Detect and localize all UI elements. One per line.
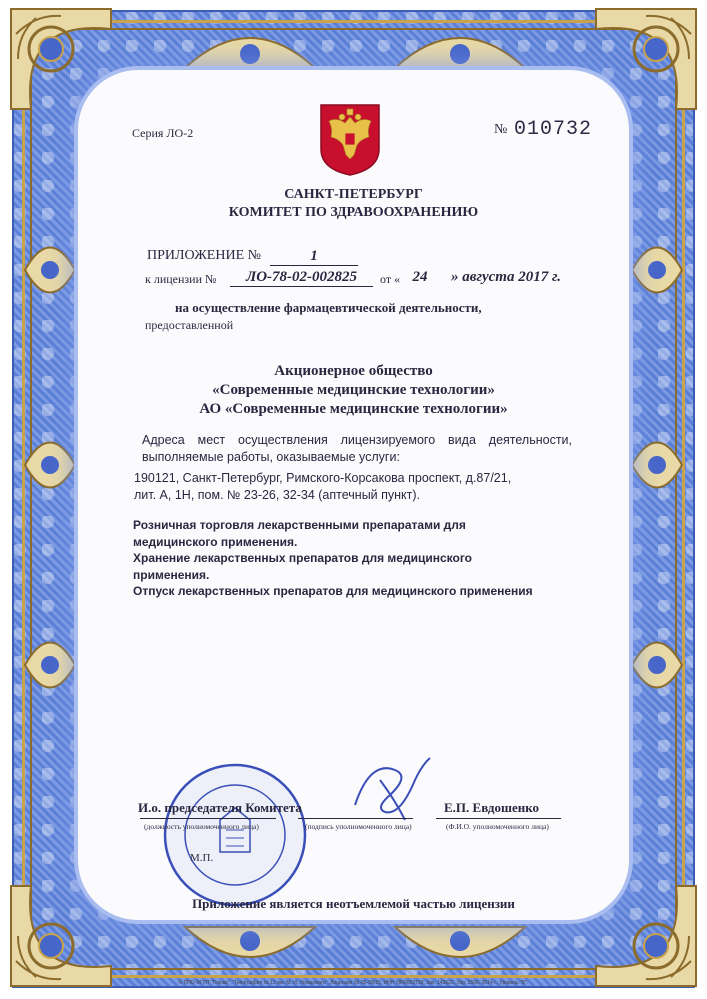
activity-type: на осуществление фармацевтической деятельности, (175, 300, 482, 315)
number-sign: № (494, 122, 508, 137)
series-label: Серия ЛО-2 (132, 126, 194, 140)
address-line: лит. А, 1Н, пом. № 23-26, 32-34 (аптечный пункт). (134, 488, 421, 502)
official-stamp (160, 760, 310, 910)
service-line: Хранение лекарственных препаратов для медицинского (133, 551, 472, 565)
services-list (133, 517, 593, 600)
appendix-number: 1 (270, 248, 358, 266)
signature-caption: (подпись уполномоченного лица) (305, 822, 412, 831)
date-prefix: от « (380, 272, 401, 286)
address-heading: Адреса мест осуществления лицензируемого вида деятельности, выполняемые работы, оказываемые услуги: (142, 433, 572, 464)
issuer-committee: КОМИТЕТ ПО ЗДРАВООХРАНЕНИЮ (228, 205, 479, 220)
org-legal-form: Акционерное общество (274, 363, 433, 379)
address-block (134, 470, 572, 504)
side-ornament (20, 420, 80, 510)
side-ornament (627, 620, 687, 710)
signature-line (436, 818, 561, 819)
service-line: Розничная торговля лекарственными препаратами для (133, 518, 466, 532)
side-ornament (627, 420, 687, 510)
service-line: Отпуск лекарственных препаратов для медицинского применения (133, 584, 533, 598)
issuer-city: САНКТ-ПЕТЕРБУРГ (284, 187, 423, 202)
seal-place-label: М.П. (190, 852, 214, 864)
position-caption: (должность уполномоченного лица) (144, 822, 259, 831)
side-ornament (627, 225, 687, 315)
signature-line (140, 818, 276, 819)
side-ornament (20, 225, 80, 315)
date-month-year: » августа 2017 г. (451, 269, 562, 285)
org-short-name: АО «Современные медицинские технологии» (199, 401, 508, 417)
signatory-name: Е.П. Евдошенко (444, 800, 540, 815)
service-line: медицинского применения. (133, 534, 298, 549)
coat-of-arms-icon (319, 103, 381, 177)
name-caption: (Ф.И.О. уполномоченного лица) (446, 822, 549, 831)
license-prefix: к лицензии № (145, 272, 217, 286)
service-line: применения. (133, 567, 210, 582)
form-number: 010732 (514, 118, 593, 141)
signatory-position: И.о. председателя Комитета (138, 800, 302, 815)
bottom-ornament (180, 921, 320, 977)
side-ornament (20, 620, 80, 710)
top-ornament (180, 18, 320, 74)
printer-imprint: © ППО ФГУП "Гознак", "Типография № 12 им. М. И. Лоханского", Лицензия 05-05-09/15, ИНН 7809003739, Зак. 143622, Тир. 2500, 2014 г., Уровень "Б". (178, 980, 529, 986)
signature-line (298, 818, 413, 819)
license-number: ЛО-78-02-002825 (230, 268, 373, 287)
top-ornament (390, 18, 530, 74)
address-line: 190121, Санкт-Петербург, Римского-Корсакова проспект, д.87/21, (134, 471, 512, 485)
date-day: 24 (412, 269, 428, 285)
footer-note: Приложение является неотъемлемой частью лицензии (192, 896, 515, 911)
appendix-label: ПРИЛОЖЕНИЕ № (147, 248, 261, 263)
org-name: «Современные медицинские технологии» (212, 382, 495, 398)
provided-label: предоставленной (145, 318, 234, 332)
bottom-ornament (390, 921, 530, 977)
